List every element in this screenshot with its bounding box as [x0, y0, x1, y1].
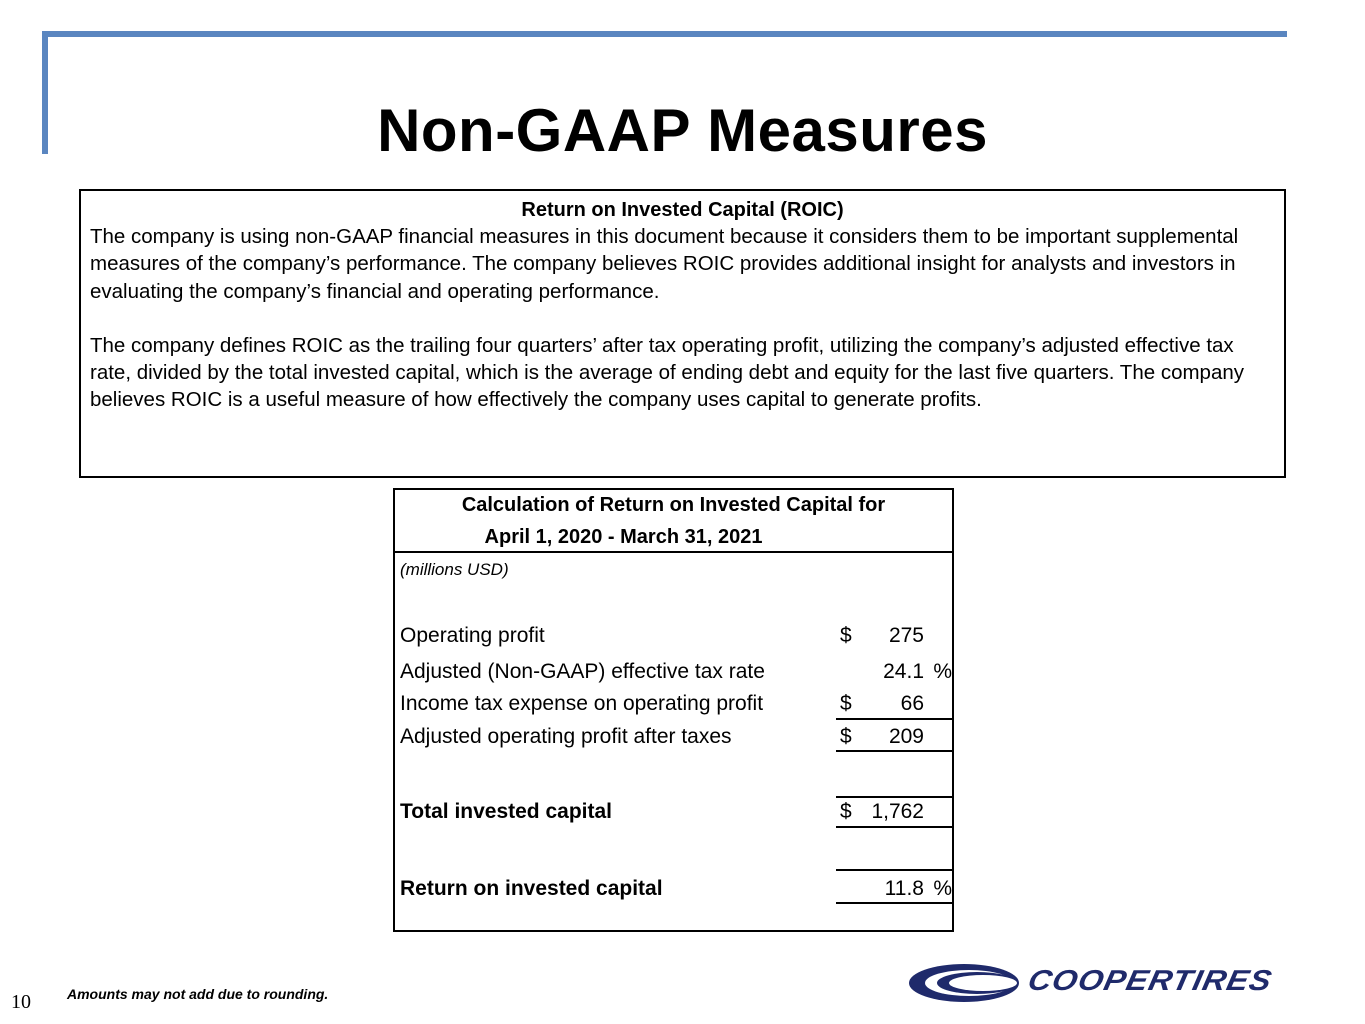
row-label-income-tax-expense: Income tax expense on operating profit	[400, 692, 764, 715]
rounding-footnote: Amounts may not add due to rounding.	[67, 986, 329, 1002]
page-number: 10	[11, 991, 31, 1013]
frame-top-rule	[44, 31, 1287, 37]
page-title: Non-GAAP Measures	[377, 97, 988, 164]
rule-below-adjusted-profit	[836, 750, 954, 752]
roic-paragraph-1: The company is using non-GAAP financial measures in this document because it considers them to be important supplemental measures of the company’s performance. The company believes ROIC provides additional insight for analysts and investors in evaluating the company’s financial and operating performance.	[90, 225, 1239, 303]
roic-heading: Return on Invested Capital (ROIC)	[521, 199, 844, 221]
row-suffix-tax-rate: %	[933, 660, 952, 683]
row-suffix-roic: %	[933, 877, 952, 900]
units-label: (millions USD)	[400, 560, 509, 579]
roic-paragraph-2: The company defines ROIC as the trailing four quarters’ after tax operating profit, utilizing the company’s adjusted effective tax rate, divided by the total invested capital, which is the average of ending debt and equity for the last five quarters. The company believes ROIC is a useful measure of how effectively the company uses capital to generate profits.	[90, 333, 1245, 412]
row-label-roic: Return on invested capital	[400, 877, 663, 900]
roic-definition-box	[79, 189, 1286, 478]
cooper-swoosh-icon	[907, 962, 1022, 1004]
row-value-invested-capital: 1,762	[871, 800, 924, 823]
row-value-roic: 11.8	[884, 877, 924, 900]
row-currency-operating-profit: $	[840, 624, 852, 647]
calc-title-line-2: April 1, 2020 - March 31, 2021	[484, 526, 763, 548]
row-currency-invested-capital: $	[840, 800, 852, 823]
row-value-income-tax-expense: 66	[900, 692, 924, 715]
logo-wordmark: COOPERTIRES	[1025, 964, 1276, 997]
rule-above-roic	[836, 869, 954, 871]
row-label-invested-capital: Total invested capital	[400, 800, 612, 823]
row-label-tax-rate: Adjusted (Non-GAAP) effective tax rate	[400, 660, 765, 683]
row-value-adjusted-profit: 209	[888, 725, 924, 748]
roic-calculation-table	[393, 488, 954, 932]
rule-below-roic	[836, 902, 954, 904]
rule-below-invested-capital	[836, 826, 954, 828]
row-currency-income-tax-expense: $	[840, 692, 852, 715]
row-label-operating-profit: Operating profit	[400, 624, 545, 647]
rule-above-invested-capital	[836, 796, 954, 798]
row-currency-adjusted-profit: $	[840, 725, 852, 748]
calc-title-line-1: Calculation of Return on Invested Capital for	[461, 494, 886, 516]
calc-table-header	[395, 490, 952, 553]
row-label-adjusted-profit: Adjusted operating profit after taxes	[400, 725, 732, 748]
rule-below-tax-expense	[836, 718, 954, 720]
cooper-tires-logo	[907, 962, 1347, 1004]
row-value-tax-rate: 24.1	[883, 660, 924, 683]
row-value-operating-profit: 275	[888, 624, 924, 647]
